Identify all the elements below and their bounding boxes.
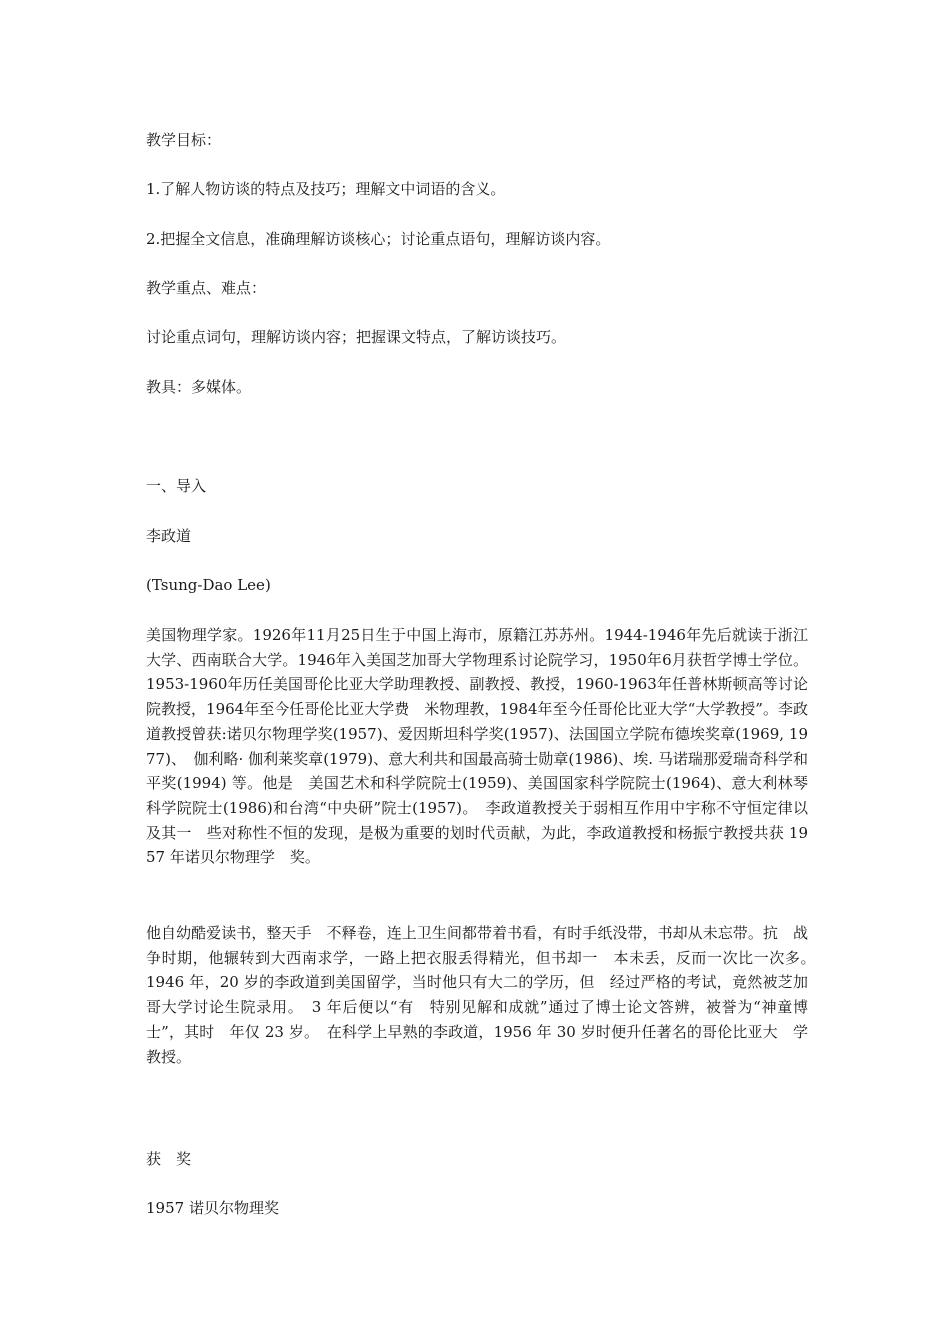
section-heading-introduction: 一、导入 [146, 477, 207, 495]
objective-item-1: 1.了解人物访谈的特点及技巧；理解文中词语的含义。 [146, 180, 506, 198]
person-name: 李政道 [146, 527, 192, 545]
objectives-heading: 教学目标： [146, 131, 222, 149]
story-paragraph: 他自幼酷爱读书，整天手 不释卷，连上卫生间都带着书看，有时手纸没带，书却从未忘带。抗 战争时期，他辗转到大西南求学，一路上把衣服丢得精光，但书却一 本未丢，反而一次比一次多。 1946 年，20 岁的李政道到美国留学，当时他只有大二的学历，但 经过严格的考试，竟然被芝加哥大学讨论生院录用。 3 年后便以“有 特别见解和成就”通过了博士论文答辨，被誉为“神童博士”，其时 年仅 23 岁。 在科学上早熟的李政道，1956 年 30 岁时便升任著名的哥伦比亚大 学教授。 [146, 924, 824, 1066]
teaching-tools: 教具：多媒体。 [146, 378, 252, 396]
biography-paragraph: 美国物理学家。1926年11月25日生于中国上海市，原籍江苏苏州。1944-1946年先后就读于浙江大学、西南联合大学。1946年入美国芝加哥大学物理系讨论院学习，1950年6月获哲学博士学位。1953-1960年历任美国哥伦比亚大学助理教授、副教授、教授，1960-1963年任普林斯顿高等讨论院教授，1964年至今任哥伦比亚大学费 米物理教，1984年至今任哥伦比亚大学“大学教授”。李政道教授曾获:诺贝尔物理学奖(1957)、爱因斯坦科学奖(1957)、法国国立学院布德埃奖章(1969, 1977)、 伽利略· 伽利莱奖章(1979)、意大利共和国最高骑士勋章(1986)、埃. 马诺瑞那爱瑞奇科学和平奖(1994) 等。他是 美国艺术和科学院院士(1959)、美国国家科学院院士(1964)、意大利林琴科学院院士(1986)和台湾“中央研”院士(1957)。 李政道教授关于弱相互作用中宇称不守恒定律以及其一 些对称性不恒的发现，是极为重要的划时代贡献，为此，李政道教授和杨振宁教授共获 1957 年诺贝尔物理学 奖。 [146, 626, 808, 867]
awards-heading: 获 奖 [146, 1150, 192, 1168]
document-page [146, 0, 824, 1344]
award-item: 1957 诺贝尔物理奖 [146, 1199, 279, 1217]
keypoints-heading: 教学重点、难点： [146, 279, 267, 297]
objective-item-2: 2.把握全文信息，准确理解访谈核心；讨论重点语句，理解访谈内容。 [146, 230, 611, 248]
keypoints-text: 讨论重点词句，理解访谈内容；把握课文特点，了解访谈技巧。 [146, 328, 567, 346]
person-name-english: (Tsung-Dao Lee) [146, 576, 271, 594]
